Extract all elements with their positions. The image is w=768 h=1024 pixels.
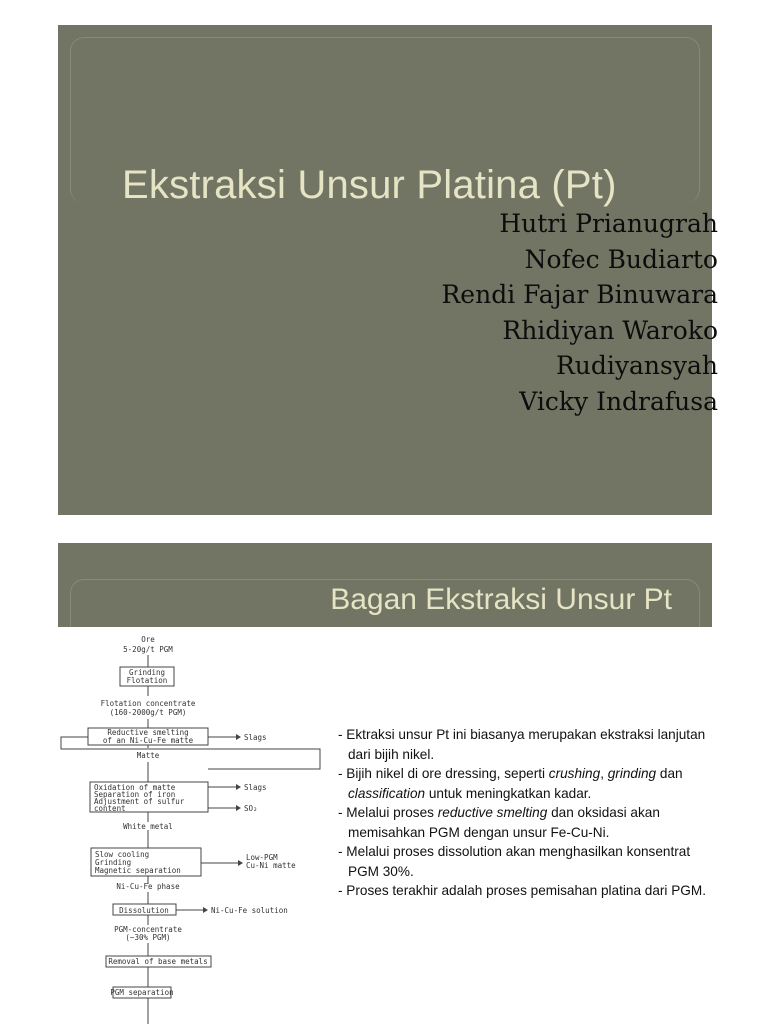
flow-label: content: [94, 804, 126, 813]
note-text: dan oksidasi akan memisahkan PGM dengan unsur Fe-Cu-Ni.: [348, 805, 660, 840]
flowchart-slide: [58, 543, 712, 1024]
flow-label: 5-20g/t PGM: [123, 645, 173, 654]
flow-label: White metal: [123, 822, 173, 831]
flow-label: (~30% PGM): [125, 933, 171, 942]
author-list: [441, 206, 718, 419]
flow-label: Flotation concentrate: [100, 699, 196, 708]
flow-label: SO₂: [244, 804, 258, 813]
flow-label: Matte: [136, 751, 160, 760]
note-item: [338, 803, 708, 842]
flow-label: Cu-Ni matte: [246, 861, 296, 870]
author-name: Hutri Prianugrah: [499, 209, 718, 238]
flow-label: Dissolution: [119, 906, 169, 915]
note-item: [338, 764, 708, 803]
flow-label: PGM-concentrate: [114, 925, 182, 934]
note-term: classification: [348, 785, 426, 801]
flow-label: Slags: [244, 783, 267, 792]
flow-label: PGM separation: [110, 988, 174, 997]
note-item: [338, 725, 708, 764]
flow-label: Removal of base metals: [108, 957, 208, 966]
flow-label: Slags: [244, 733, 267, 742]
flow-label: Low-PGM: [246, 853, 278, 862]
flow-label: Adjustment of sulfur: [94, 797, 185, 806]
author-name: Nofec Budiarto: [524, 244, 718, 274]
flow-label: (160-2000g/t PGM): [109, 708, 187, 717]
note-text: - Bijih nikel di ore dressing, seperti: [338, 766, 549, 781]
note-term: crushing: [548, 766, 601, 781]
extraction-flowchart: [58, 627, 338, 1024]
note-text: untuk meningkatkan kadar.: [425, 785, 592, 801]
author-name: Rendi Fajar Binuwara: [441, 280, 718, 309]
flow-label: Magnetic separation: [95, 866, 181, 875]
slide2-header: [58, 543, 712, 627]
slide2-title: Bagan Ekstraksi Unsur Pt: [330, 583, 672, 616]
flow-label: Grinding: [95, 858, 132, 867]
flow-label: Ni-Cu-Fe phase: [116, 882, 180, 891]
flow-label: Separation of iron: [94, 790, 176, 799]
flow-label: Reductive smelting: [107, 728, 189, 737]
explanation-notes: [338, 725, 708, 901]
flow-label: Slow cooling: [95, 850, 150, 859]
author-name: Rudiyansyah: [555, 351, 718, 380]
note-item: [338, 842, 708, 881]
note-term: grinding: [607, 766, 657, 781]
note-term: reductive smelting: [437, 805, 548, 820]
note-text: - Melalui proses dissolution akan menghasilkan konsentrat PGM 30%.: [338, 844, 691, 879]
flow-label: of an Ni-Cu-Fe matte: [102, 736, 194, 745]
note-text: dan: [656, 766, 683, 781]
flow-label: Grinding: [128, 668, 166, 677]
flow-label: Oxidation of matte: [94, 783, 176, 792]
note-item: [338, 881, 708, 901]
note-text: - Ektraksi unsur Pt ini biasanya merupakan ekstraksi lanjutan dari bijih nikel.: [338, 727, 706, 762]
slide-title: Ekstraksi Unsur Platina (Pt): [122, 163, 617, 207]
flow-label: Flotation: [126, 676, 168, 685]
flow-label: Ore: [141, 635, 155, 644]
note-text: - Melalui proses: [338, 805, 438, 820]
author-name: Rhidiyan Waroko: [502, 315, 718, 345]
flow-label: Ni-Cu-Fe solution: [211, 906, 288, 915]
author-name: Vicky Indrafusa: [519, 386, 718, 416]
note-text: ,: [600, 766, 608, 781]
note-text: - Proses terakhir adalah proses pemisahan platina dari PGM.: [338, 883, 706, 898]
